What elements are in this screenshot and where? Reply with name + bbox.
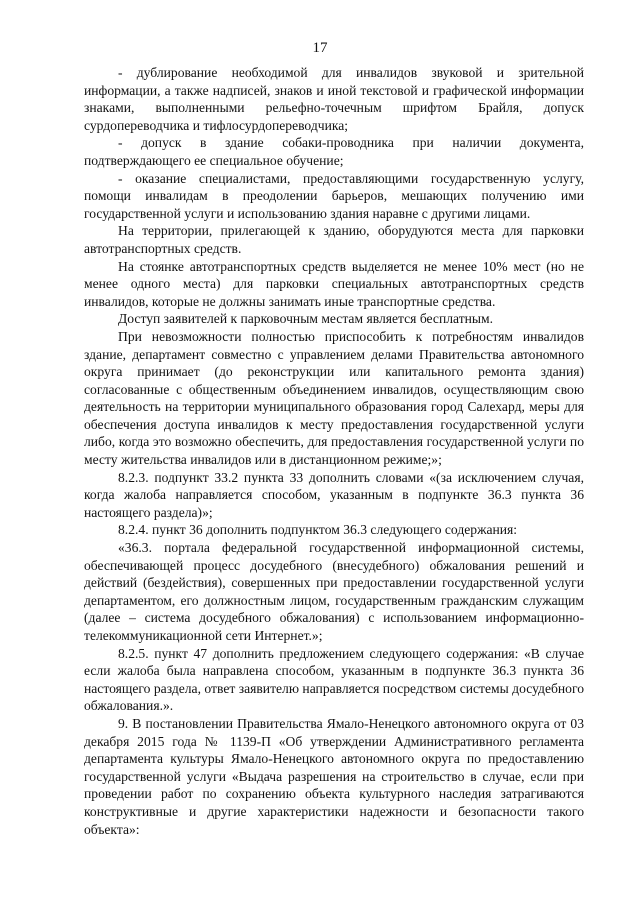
- paragraph-specialist-assistance: - оказание специалистами, предоставляющими государственную услугу, помощи инвалидам в преодолении барьеров, мешающих получению ими государственной услуги и использованию здания наравне с другими лицами.: [84, 170, 584, 221]
- paragraph-building-adaptation: При невозможности полностью приспособить к потребностям инвалидов здание, департамент совместно с управлением делами Правительства автономного округа принимает (до реконструкции или капитального ремонта здания) согласованные с общественным объединением инвалидов, осуществляющим свою деятельность на территории муниципального образования город Салехард, меры для обеспечения доступа инвалидов к месту предоставления государственной услуги либо, когда это возможно обеспечить, для предоставления государственной услуги по месту жительства инвалидов или в дистанционном режиме;»;: [84, 328, 584, 468]
- paragraph-9: 9. В постановлении Правительства Ямало-Ненецкого автономного округа от 03 декабря 2015 года № 1139-П «Об утверждении Административного регламента департамента культуры Ямало-Ненецкого автономного округа по предоставлению государственной услуги «Выдача разрешения на строительство в случае, если при проведении работ по сохранению объекта культурного наследия затрагиваются конструктивные и другие характеристики надежности и безопасности такого объекта»:: [84, 715, 584, 837]
- paragraph-8-2-4: 8.2.4. пункт 36 дополнить подпунктом 36.3 следующего содержания:: [118, 522, 518, 538]
- paragraph-8-2-5: 8.2.5. пункт 47 дополнить предложением следующего содержания: «В случае если жалоба была направлена способом, указанным в подпункте 36.3 пункта 36 настоящего раздела, ответ заявителю направляется посредством системы досудебного обжалования.».: [84, 645, 584, 714]
- page-number: 17: [312, 40, 328, 56]
- paragraph-parking-territory: На территории, прилегающей к зданию, оборудуются места для парковки автотранспортных средств.: [84, 223, 584, 256]
- paragraph-parking-free: Доступ заявителей к парковочным местам является бесплатным.: [118, 311, 494, 327]
- paragraph-guide-dog: - допуск в здание собаки-проводника при наличии документа, подтверждающего ее специальное обучение;: [84, 135, 584, 168]
- paragraph-braille-duplication: - дублирование необходимой для инвалидов звуковой и зрительной информации, а также надписей, знаков и иной текстовой и графической информации знаками, выполненными рельефно-точечным шрифтом Брайля, допуск сурдопереводчика и тифлосурдопереводчика;: [84, 65, 584, 133]
- paragraph-36-3: «36.3. портала федеральной государственной информационной системы, обеспечивающей процесс досудебного (внесудебного) обжалования решений и действий (бездействия), совершенных при предоставлении государственной услуги департаментом, его должностным лицом, государственным гражданским служащим (далее – система досудебного обжалования) с использованием информационно-телекоммуникационной сети Интернет.»;: [84, 540, 584, 643]
- document-body: [84, 64, 584, 838]
- paragraph-8-2-3: 8.2.3. подпункт 33.2 пункта 33 дополнить словами «(за исключением случая, когда жалоба направляется способом, указанным в подпункте 36.3 пункта 36 настоящего раздела)»;: [84, 469, 584, 520]
- paragraph-parking-share: На стоянке автотранспортных средств выделяется не менее 10% мест (но не менее одного места) для парковки специальных автотранспортных средств инвалидов, которые не должны занимать иные транспортные средства.: [84, 258, 584, 309]
